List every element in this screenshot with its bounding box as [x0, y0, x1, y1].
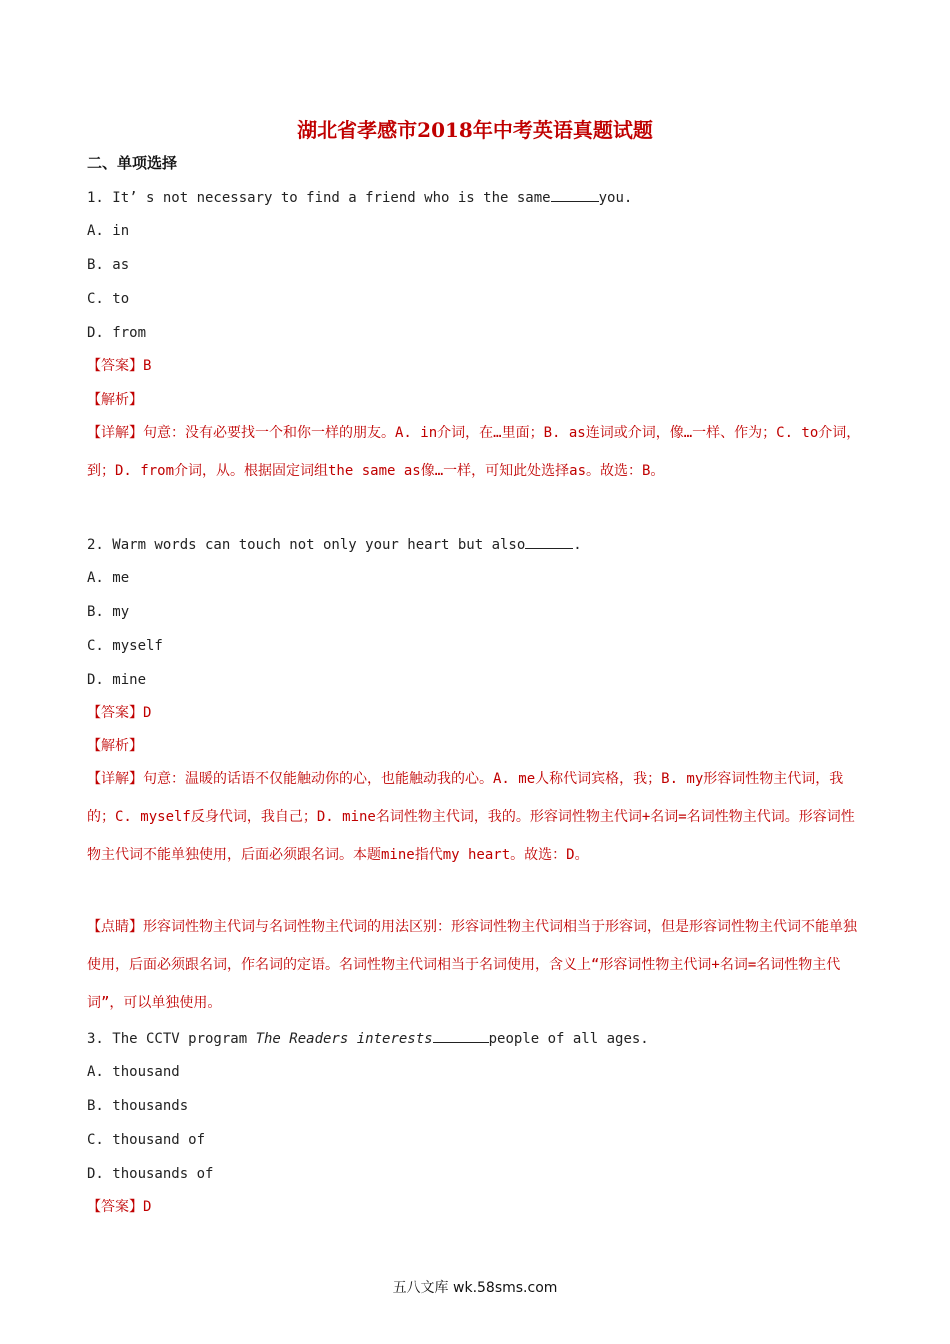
answer-tag: 【答案】 — [87, 1199, 143, 1215]
analysis-tag — [87, 390, 143, 410]
answer-blank — [433, 1028, 489, 1043]
detail-text: 句意：没有必要找一个和你一样的朋友。A. in介词，在…里面；B. as连词或介词，像…一样、作为；C. to介词，到；D. from介词，从。根据固定词组the same as像…一样，可知此处选择as。故选：B。 — [87, 425, 861, 479]
answer-blank — [525, 534, 573, 549]
detail-paragraph — [87, 414, 867, 490]
detail-tag: 【详解】 — [87, 771, 143, 787]
detail-text: 句意：温暖的话语不仅能触动你的心，也能触动我的心。A. me人称代词宾格，我；B. my形容词性物主代词，我的；C. myself反身代词，我自己；D. mine名词性物主代词，我的。形容词性物主代词+名词=名词性物主代词。形容词性物主代词不能单独使用，后面必须跟名词。本题mine指代my heart。故选：D。 — [87, 771, 855, 863]
question-3-text: 3. The CCTV program — [87, 1031, 256, 1047]
answer-value: B — [143, 358, 152, 374]
option-a: A. in — [87, 223, 130, 239]
answer-tag: 【答案】 — [87, 705, 143, 721]
answer-value: D — [143, 705, 152, 721]
program-title: The Readers interests — [255, 1031, 433, 1047]
question-1-text: 1. It’ s not necessary to find a friend who is the same — [87, 190, 551, 206]
option-a: A. thousand — [87, 1064, 180, 1080]
tip-text: 形容词性物主代词与名词性物主代词的用法区别：形容词性物主代词相当于形容词，但是形容词性物主代词不能单独使用，后面必须跟名词，作名词的定语。名词性物主代词相当于名词使用，含义上“形容词性物主代词+名词=名词性物主代词”，可以单独使用。 — [87, 919, 857, 1011]
detail-tag: 【详解】 — [87, 425, 143, 441]
answer-tag: 【答案】 — [87, 358, 143, 374]
option-b: B. thousands — [87, 1098, 189, 1114]
option-d: D. thousands of — [87, 1166, 214, 1182]
option-b: B. as — [87, 257, 130, 273]
question-2 — [87, 534, 582, 555]
section-heading: 二、单项选择 — [87, 154, 178, 172]
option-d: D. from — [87, 325, 147, 341]
analysis-label: 【解析】 — [87, 392, 143, 408]
answer-line — [87, 1197, 151, 1217]
option-c: C. thousand of — [87, 1132, 206, 1148]
detail-paragraph — [87, 760, 867, 874]
question-2-text-end: . — [573, 537, 582, 553]
page-title: 湖北省孝感市2018年中考英语真题试题 — [297, 118, 653, 142]
question-2-text: 2. Warm words can touch not only your heart but also — [87, 537, 526, 553]
tip-paragraph — [87, 908, 867, 1022]
answer-blank — [551, 187, 599, 202]
question-1-text-end: you. — [598, 190, 633, 206]
option-c: C. myself — [87, 638, 163, 654]
analysis-tag — [87, 736, 143, 756]
question-3-text-end: people of all ages. — [488, 1031, 649, 1047]
option-d: D. mine — [87, 672, 147, 688]
answer-line — [87, 703, 151, 723]
answer-line — [87, 356, 151, 376]
analysis-label: 【解析】 — [87, 738, 143, 754]
question-1 — [87, 187, 632, 208]
question-3 — [87, 1028, 649, 1049]
option-b: B. my — [87, 604, 130, 620]
tip-tag: 【点睛】 — [87, 919, 143, 935]
footer-watermark: 五八文库 wk.58sms.com — [392, 1280, 558, 1296]
option-c: C. to — [87, 291, 130, 307]
answer-value: D — [143, 1199, 152, 1215]
option-a: A. me — [87, 570, 130, 586]
